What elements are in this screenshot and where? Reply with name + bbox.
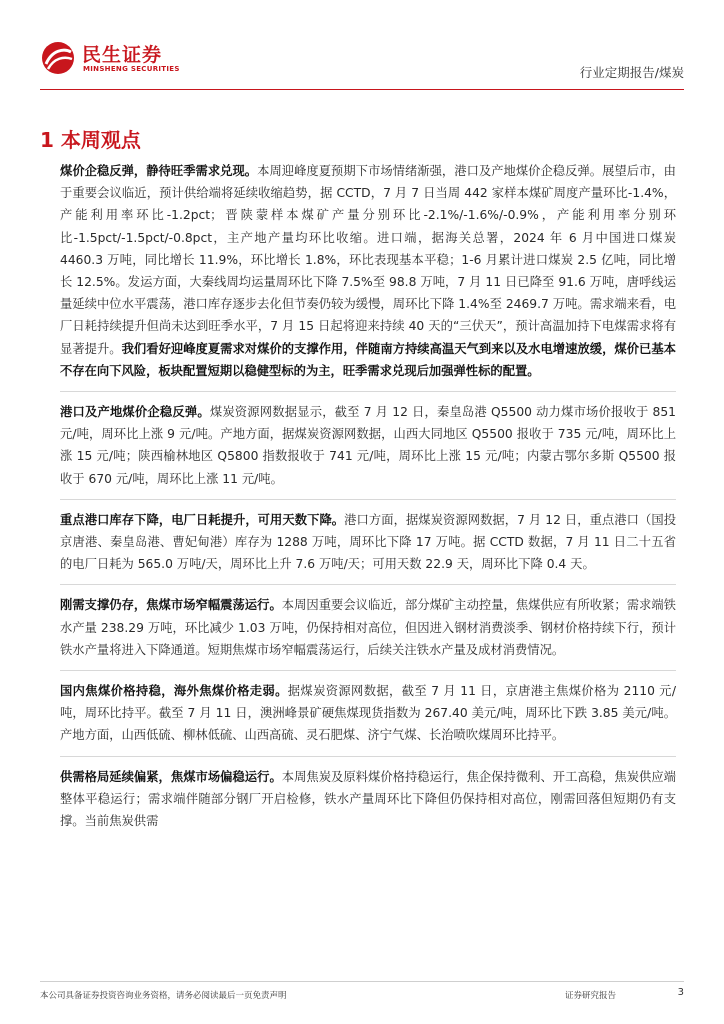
paragraph-body: 本周焦炭及原料煤价格持稳运行，焦企保持微利、开工高稳，焦炭供应端整体平稳运行；需求端伴随部分钢厂开启检修，铁水产量周环比下降但仍保持相对高位，刚需回落但短期仍有支撑。当前焦炭供需 (60, 769, 676, 829)
footer-disclaimer: 本公司具备证券投资咨询业务资格，请务必阅读最后一页免责声明 (40, 991, 287, 1001)
paragraph-port-price (60, 401, 676, 490)
page-number: 3 (677, 987, 684, 998)
footer-label: 证券研究报告 (565, 991, 617, 1001)
paragraph-coking-coal-market (60, 594, 676, 661)
page-header (40, 38, 684, 88)
paragraph-lead: 国内焦煤价格持稳，海外焦煤价格走弱。 (60, 684, 288, 699)
paragraph-lead: 港口及产地煤价企稳反弹。 (60, 405, 210, 420)
section-title: 1 本周观点 (40, 128, 141, 152)
paragraph-lead: 重点港口库存下降，电厂日耗提升，可用天数下降。 (60, 512, 345, 527)
paragraph-body: 本周迎峰度夏预期下市场情绪渐强，港口及产地煤价企稳反弹。展望后市，由于重要会议临近，预计供给端将延续收缩趋势，据 CCTD，7 月 7 日当周 442 家样本煤矿周度产量环比-1.4%，产能利用率环比-1.2pct；晋陕蒙样本煤矿产量分别环比-2.1%/-1.6%/-0.9%，产能利用率分别环比-1.5pct/-1.5pct/-0.8pct，主产地产量均环比收缩。进口端，据海关总署，2024 年 6 月中国进口煤炭 4460.3 万吨，同比增长 11.9%，环比增长 1.8%，环比表现基本平稳；1-6 月累计进口煤炭 2.5 亿吨，同比增长 12.5%。发运方面，大秦线周均运量周环比下降 7.5%至 98.8 万吨，7 月 11 日已降至 91.6 万吨，唐呼线运量延续中位水平震荡，港口库存逐步去化但节奏仍较为缓慢，周环比下降 1.4%至 2469.7 万吨。需求端来看，电厂日耗持续提升但尚未达到旺季水平，7 月 15 日起将迎来持续 40 天的“三伏天”，预计高温加持下电煤需求将有显著提升。 (60, 164, 676, 356)
logo-text-cn: 民生证券 (82, 44, 163, 66)
logo-text-en: MINSHENG SECURITIES (83, 65, 180, 73)
paragraph-coal-price (60, 160, 676, 382)
paragraph-port-inventory (60, 509, 676, 576)
minsheng-logo-icon (40, 40, 76, 76)
paragraph-divider (60, 499, 676, 500)
paragraph-divider (60, 670, 676, 671)
report-type: 行业定期报告/煤炭 (579, 65, 684, 80)
header-divider (40, 89, 684, 90)
paragraph-body: 煤炭资源网数据显示，截至 7 月 12 日，秦皇岛港 Q5500 动力煤市场价报收于 851 元/吨，周环比上涨 9 元/吨。产地方面，据煤炭资源网数据，山西大同地区 Q5500 报收于 735 元/吨，周环比上涨 15 元/吨；陕西榆林地区 Q5800 指数报收于 741 元/吨，周环比上涨 15 元/吨；内蒙古鄂尔多斯 Q5500 报收于 670 元/吨，周环比上涨 11 元/吨。 (60, 405, 676, 486)
paragraph-body: 港口方面，据煤炭资源网数据，7 月 12 日，重点港口（国投京唐港、秦皇岛港、曹妃甸港）库存为 1288 万吨，周环比下降 17 万吨。据 CCTD 数据，7 月 11 日二十五省的电厂日耗为 565.0 万吨/天，周环比上升 7.6 万吨/天；可用天数 22.9 天，周环比下降 0.4 天。 (60, 512, 676, 572)
paragraph-coking-coal-price (60, 680, 676, 747)
paragraph-divider (60, 756, 676, 757)
paragraph-lead: 供需格局延续偏紧，焦煤市场偏稳运行。 (60, 769, 282, 784)
paragraph-divider (60, 391, 676, 392)
main-content (60, 160, 676, 832)
paragraph-lead: 煤价企稳反弹，静待旺季需求兑现。 (60, 164, 258, 178)
footer-divider (40, 981, 684, 982)
paragraph-conclusion: 我们看好迎峰度夏需求对煤价的支撑作用，伴随南方持续高温天气到来以及水电增速放缓，煤价已基本不存在向下风险，板块配置短期以稳健型标的为主，旺季需求兑现后加强弹性标的配置。 (60, 341, 676, 378)
paragraph-divider (60, 584, 676, 585)
paragraph-body: 据煤炭资源网数据，截至 7 月 11 日，京唐港主焦煤价格为 2110 元/吨，周环比持平。截至 7 月 11 日，澳洲峰景矿硬焦煤现货指数为 267.40 美元/吨，周环比下跌 3.85 美元/吨。产地方面，山西低硫、柳林低硫、山西高硫、灵石肥煤、济宁气煤、长治喷吹煤周环比持平。 (60, 684, 676, 743)
paragraph-coke-supply (60, 766, 676, 833)
paragraph-body: 本周因重要会议临近，部分煤矿主动控量，焦煤供应有所收紧；需求端铁水产量 238.29 万吨，环比减少 1.03 万吨，仍保持相对高位，但因进入钢材消费淡季、钢材价格持续下行，预计铁水产量将进入下降通道。短期焦煤市场窄幅震荡运行，后续关注铁水产量及成材消费情况。 (60, 598, 676, 657)
paragraph-lead: 刚需支撑仍存，焦煤市场窄幅震荡运行。 (60, 598, 282, 613)
